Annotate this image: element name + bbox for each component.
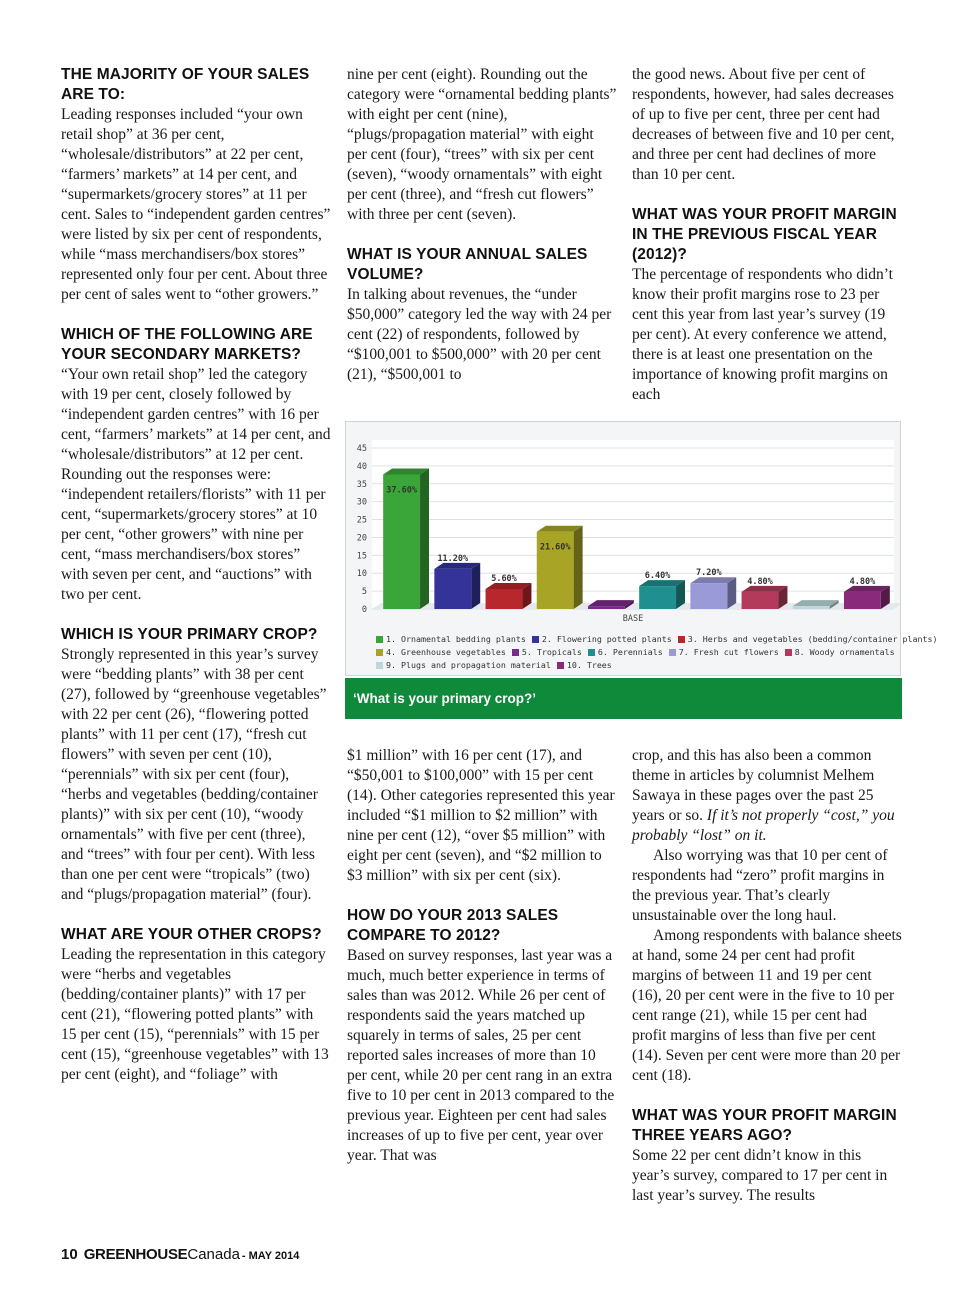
- bar: [486, 589, 523, 609]
- legend-swatch: [376, 636, 383, 643]
- para-sales-compare: Based on survey responses, last year was a much, much better experience in terms of sales than was 2012. While 26 per cent of respondents said the years matched up squarely in terms of sales, 25 per cent reported sales increases of more than 10 per cent, while 20 per cent rang in an extra five to 10 per cent in 2013 compared to the previous year. Eighteen per cent had sales increases of up to five per cent, year over year. That was: [347, 947, 615, 1164]
- legend-swatch: [785, 649, 792, 656]
- legend-label: 1. Ornamental bedding plants: [386, 634, 526, 644]
- bar: [742, 592, 779, 609]
- y-tick-label: 40: [356, 461, 367, 472]
- y-tick-label: 30: [356, 497, 367, 508]
- x-axis-label: BASE: [622, 614, 644, 624]
- legend-item: [532, 633, 672, 646]
- legend-item: [376, 633, 526, 646]
- heading-secondary-markets: WHICH OF THE FOLLOWING ARE YOUR SECONDARY MARKETS?: [61, 326, 313, 363]
- legend-item: [376, 646, 506, 659]
- data-label: 4.80%: [849, 576, 876, 587]
- para-profit-margin-quote: If it’s not properly “cost,” you probably “lost” on it.: [632, 807, 895, 844]
- column-3-top: [632, 65, 902, 405]
- bar: [793, 606, 830, 609]
- heading-profit-margin-2012: WHAT WAS YOUR PROFIT MARGIN IN THE PREVIOUS FISCAL YEAR (2012)?: [632, 206, 897, 263]
- legend-label: 10. Trees: [566, 660, 612, 670]
- legend-swatch: [588, 649, 595, 656]
- heading-primary-crop: WHICH IS YOUR PRIMARY CROP?: [61, 626, 318, 643]
- para-profit-margin-2012: The percentage of respondents who didn’t know their profit margins rose to 23 per cent this year from last year’s survey (19 per cent). At every conference we attend, there is at least one presentation on the importance of knowing profit margins on each: [632, 266, 893, 403]
- legend-swatch: [678, 636, 685, 643]
- para-balance-sheets: Among respondents with balance sheets at hand, some 24 per cent had profit margins of between 11 and 19 per cent (16), 20 per cent were in the five to 10 per cent range (21), while 15 per cent had profit margins of less than five per cent (14). Seven per cent were more than 20 per cent (18).: [632, 927, 902, 1084]
- legend-swatch: [376, 662, 383, 669]
- legend-item: [376, 659, 551, 672]
- para-zero-margin: Also worrying was that 10 per cent of respondents had “zero” profit margins in the previous year. That’s clearly unsustainable over the long haul.: [632, 847, 888, 924]
- primary-crop-chart: [345, 421, 938, 676]
- bar: [690, 583, 727, 609]
- legend-label: 3. Herbs and vegetables (bedding/container plants): [687, 634, 938, 644]
- y-tick-label: 0: [361, 605, 367, 615]
- bar: [434, 569, 471, 609]
- heading-other-crops: WHAT ARE YOUR OTHER CROPS?: [61, 926, 322, 943]
- magazine-name-light: Canada: [187, 1246, 240, 1263]
- para-profit-margin-cont-text: crop, and this has also been a common theme in articles by columnist Melhem Sawaya in these pages over the past 25 years or so.: [632, 747, 875, 824]
- legend-row: [376, 659, 896, 672]
- legend-item: [678, 633, 938, 646]
- heading-annual-sales: WHAT IS YOUR ANNUAL SALES VOLUME?: [347, 246, 588, 283]
- para-annual-sales-cont: $1 million” with 16 per cent (17), and “$50,001 to $100,000” with 15 per cent (14). Other categories represented this year included “$1 million to $2 million” with nine per cent (12), “over $5 million” with eight per cent (seven), and “$2 million to $3 million” with six per cent (six).: [347, 747, 615, 884]
- bar-side: [574, 526, 583, 609]
- column-2-bottom: [347, 746, 617, 1166]
- para-annual-sales: In talking about revenues, the “under $50,000” category led the way with 24 per cent (22) of respondents, followed by “$100,001 to $500,000” with 20 per cent (21), “$500,001 to: [347, 286, 612, 383]
- legend-label: 5. Tropicals: [521, 647, 582, 657]
- para-secondary-markets: “Your own retail shop” led the category with 19 per cent, closely followed by “independent garden centres” with 16 per cent, “farmers’ markets” at 14 per cent, and “wholesale/distributors” at 12 per cent. Rounding out the responses were: “independent retailers/florists” with 11 per cent, “supermarkets/grocery stores” at 10 per cent, “other growers” with nine per cent, “mass merchandisers/box stores” with seven per cent, and “auctions” with two per cent.: [61, 366, 331, 603]
- para-other-crops: Leading the representation in this category were “herbs and vegetables (bedding/container plants)” with 17 per cent (21), “flowering potted plants” with 15 per cent (15), “perennials” with 15 per cent (15), “greenhouse vegetables” with 13 per cent (eight), and “foliage” with: [61, 946, 329, 1083]
- y-tick-label: 20: [356, 533, 367, 544]
- legend-item: [588, 646, 663, 659]
- legend-item: [512, 646, 582, 659]
- para-sales-compare-cont: the good news. About five per cent of respondents, however, had sales decreases of up to five per cent, three per cent had decreases of between five and 10 per cent, and three per cent had declines of more than 10 per cent.: [632, 66, 895, 183]
- bar-side: [471, 563, 480, 609]
- legend-swatch: [557, 662, 564, 669]
- heading-majority-sales: THE MAJORITY OF YOUR SALES ARE TO:: [61, 66, 310, 103]
- chart-plot: [346, 422, 900, 632]
- data-label: 5.60%: [491, 573, 517, 584]
- heading-sales-compare: HOW DO YOUR 2013 SALES COMPARE TO 2012?: [347, 907, 559, 944]
- para-primary-crop: Strongly represented in this year’s survey were “bedding plants” with 38 per cent (27), followed by “greenhouse vegetables” with 22 per cent (26), “flowering potted plants” with 11 per cent (17), “fresh cut flowers” with seven per cent (10), “perennials” with six per cent (four), “herbs and vegetables (bedding/container plants)” with six per cent (10), “woody ornamentals” with five per cent (three), and “trees” with four per cent). With less than one per cent were “tropicals” (two) and “plugs/propagation material” (four).: [61, 646, 327, 903]
- para-profit-three-years: Some 22 per cent didn’t know in this year’s survey, compared to 17 per cent in last year’s survey. The results: [632, 1147, 888, 1204]
- y-tick-label: 5: [361, 587, 367, 598]
- chart-legend: [376, 633, 938, 672]
- legend-item: [785, 646, 895, 659]
- column-2-top: [347, 65, 617, 385]
- y-tick-label: 15: [356, 551, 367, 562]
- legend-swatch: [376, 649, 383, 656]
- legend-swatch: [532, 636, 539, 643]
- legend-row: [376, 633, 938, 646]
- page-number: 10: [61, 1246, 78, 1263]
- legend-label: 6. Perennials: [597, 647, 663, 657]
- data-label: 11.20%: [437, 553, 469, 564]
- legend-label: 9. Plugs and propagation material: [386, 660, 551, 670]
- page-footer: [61, 1246, 299, 1264]
- y-tick-label: 10: [356, 569, 367, 580]
- legend-label: 4. Greenhouse vegetables: [386, 647, 506, 657]
- para-majority-sales: Leading responses included “your own retail shop” at 36 per cent, “wholesale/distributors” at 22 per cent, “farmers’ markets” at 14 per cent, and “supermarkets/grocery stores” at 11 per cent. Sales to “independent garden centres” were listed by six per cent of respondents, while “mass merchandisers/box stores” represented only four per cent. About three per cent of sales went to “other growers.”: [61, 106, 331, 303]
- y-tick-label: 45: [356, 444, 367, 454]
- heading-profit-three-years: WHAT WAS YOUR PROFIT MARGIN THREE YEARS AGO?: [632, 1107, 897, 1144]
- legend-label: 8. Woody ornamentals: [794, 647, 895, 657]
- legend-label: 2. Flowering potted plants: [541, 634, 672, 644]
- data-label: 7.20%: [696, 568, 722, 579]
- bar: [588, 606, 625, 609]
- data-label: 37.60%: [386, 485, 417, 496]
- issue-date: - MAY 2014: [241, 1250, 300, 1262]
- legend-item: [669, 646, 779, 659]
- bar-side: [420, 468, 429, 609]
- legend-label: 7. Fresh cut flowers: [678, 647, 779, 657]
- para-profit-margin-cont: [632, 746, 902, 846]
- data-label: 21.60%: [539, 542, 571, 553]
- para-other-crops-cont: nine per cent (eight). Rounding out the category were “ornamental bedding plants” with eight per cent (nine), “plugs/propagation material” with eight per cent (four), “trees” with six per cent (seven), “woody ornamentals” with eight per cent (three), and “fresh cut flowers” with three per cent (seven).: [347, 66, 617, 223]
- column-1: [61, 65, 331, 1085]
- legend-swatch: [512, 649, 519, 656]
- bar: [844, 592, 881, 609]
- y-tick-label: 35: [356, 479, 367, 490]
- y-tick-label: 25: [356, 515, 367, 526]
- data-label: 4.80%: [747, 576, 773, 587]
- chart-caption: ‘What is your primary crop?’: [345, 678, 902, 719]
- column-3-bottom: [632, 746, 902, 1206]
- legend-item: [557, 659, 612, 672]
- legend-swatch: [669, 649, 676, 656]
- data-label: 6.40%: [644, 571, 671, 582]
- bar: [639, 586, 676, 609]
- magazine-name-bold: GREENHOUSE: [83, 1246, 188, 1263]
- legend-row: [376, 646, 896, 659]
